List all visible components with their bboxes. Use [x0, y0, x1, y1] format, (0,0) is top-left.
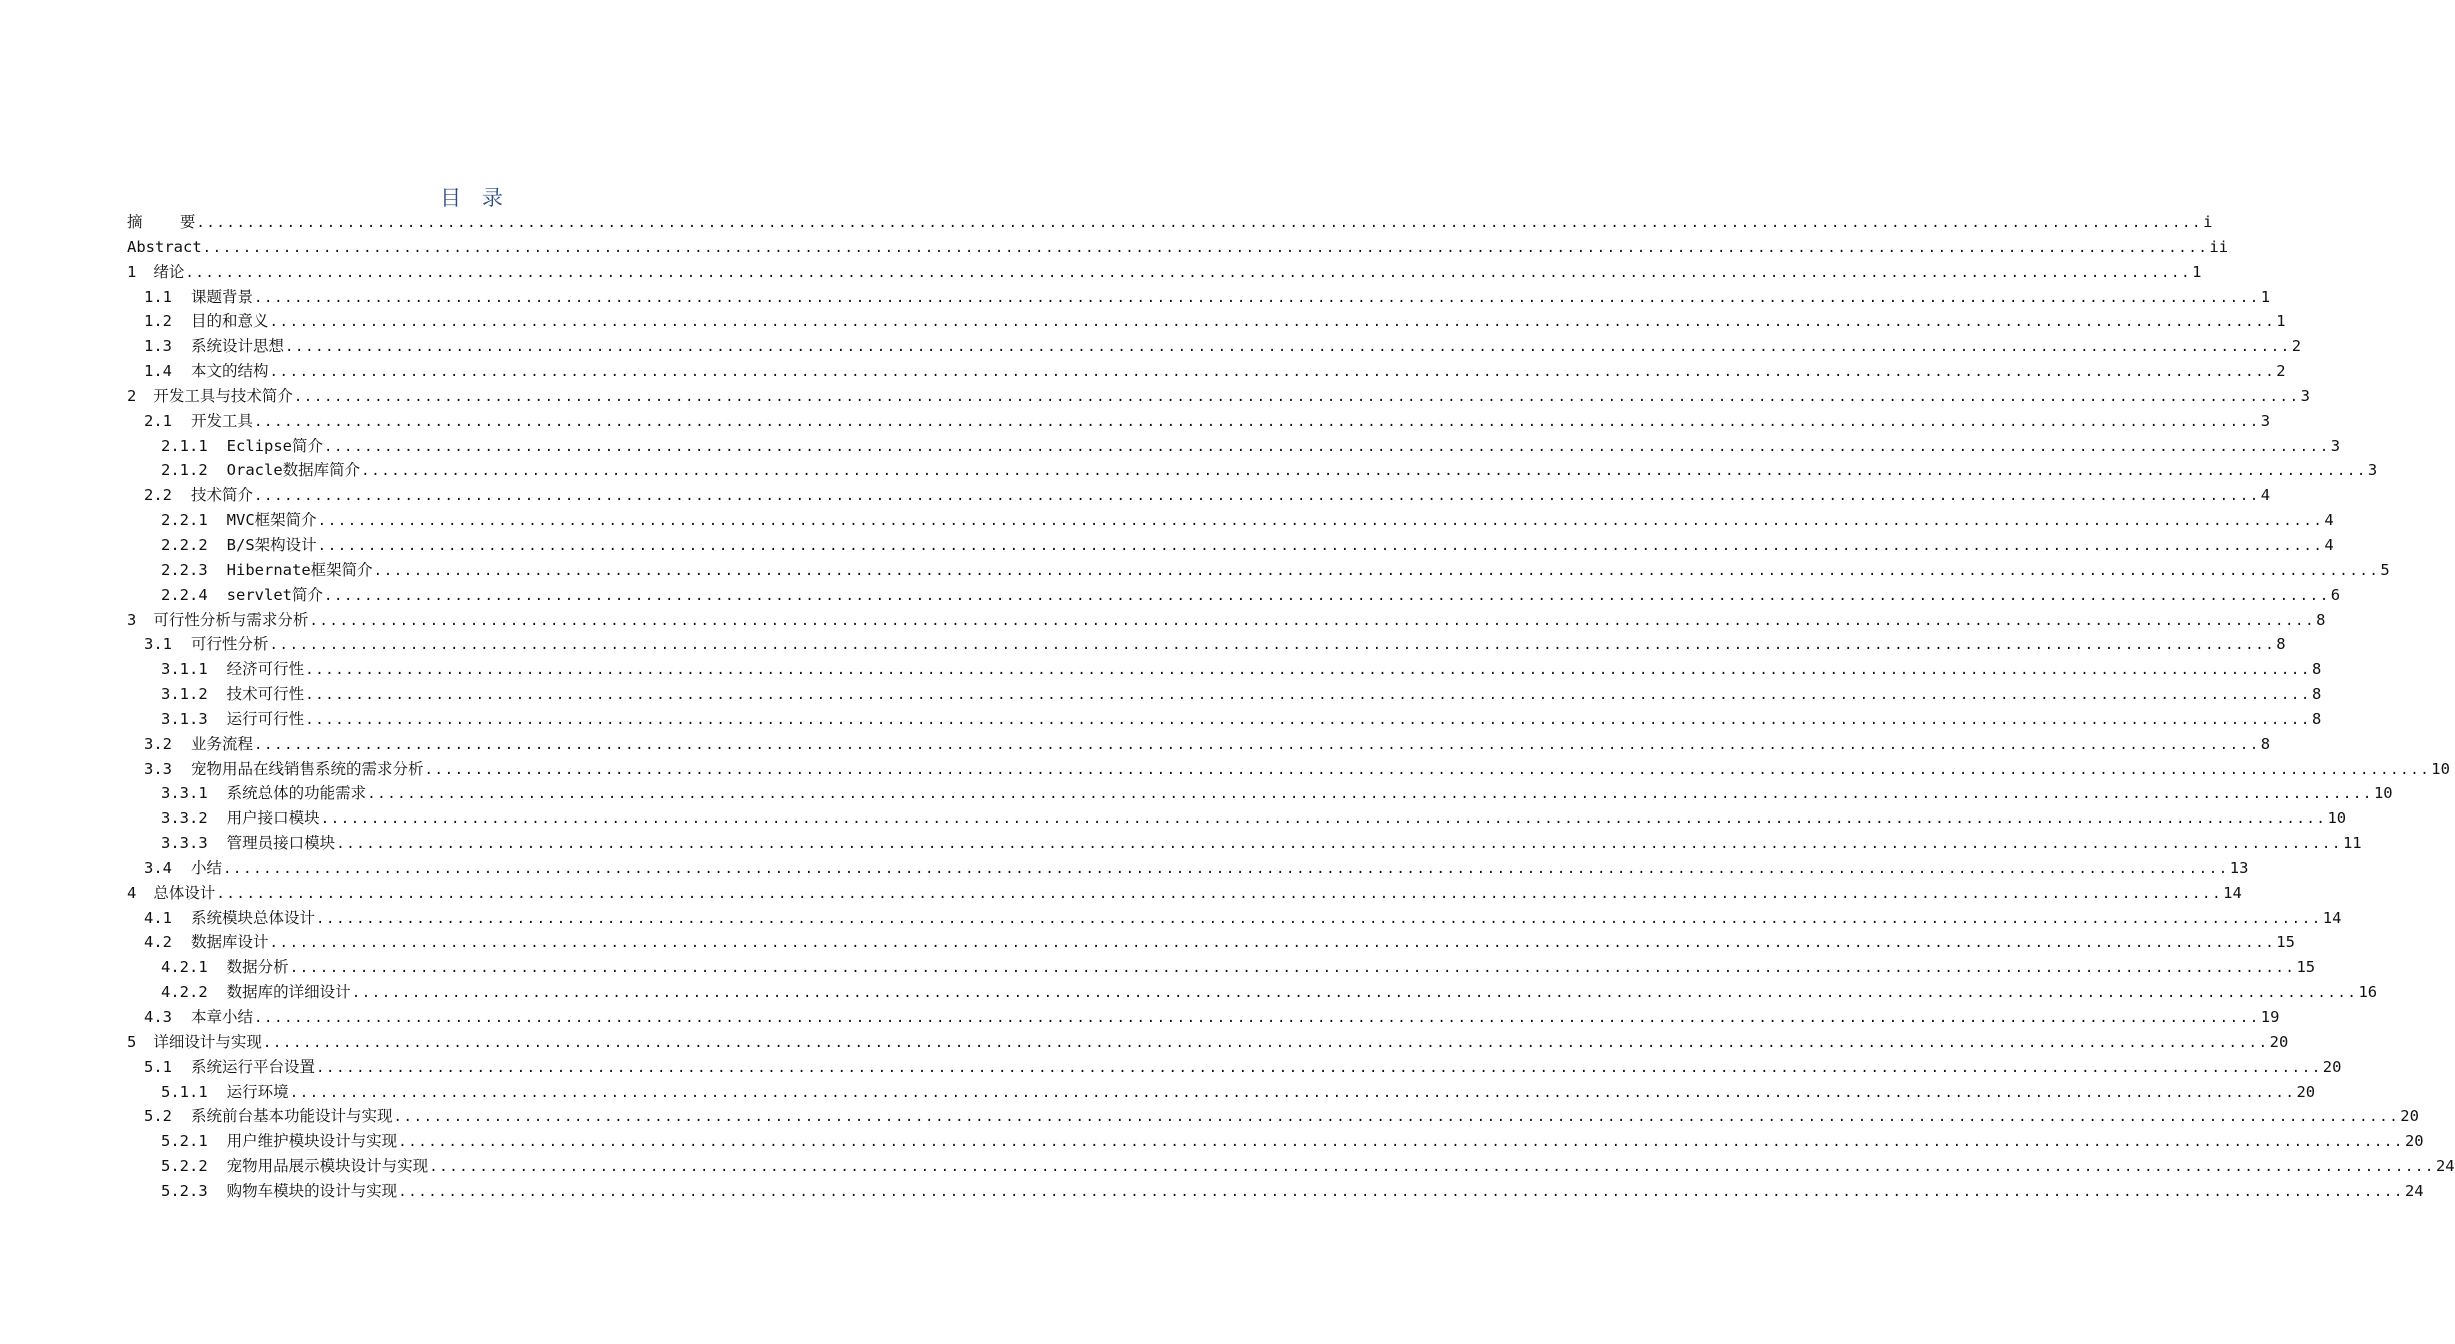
toc-entry-title: 业务流程 — [191, 734, 254, 753]
toc-entry-title: 运行可行性 — [226, 709, 305, 728]
toc-entry-title: 可行性分析与需求分析 — [153, 610, 309, 629]
toc-entry-number: 2.1.1 — [161, 436, 208, 455]
toc-entry-title: 用户接口模块 — [226, 809, 320, 828]
toc-entry-title: 系统设计思想 — [191, 337, 285, 356]
toc-page-number: 24 — [2404, 1181, 2424, 1200]
toc-page-number: 14 — [2322, 908, 2342, 927]
toc-dot-leader: ........................................................................................................................................................................................................ — [316, 1059, 2322, 1076]
toc-entry-title: 开发工具 — [191, 411, 254, 430]
toc-dot-leader: ........................................................................................................................................................................................................ — [254, 736, 2260, 753]
toc-dot-leader: ........................................................................................................................................................................................................ — [367, 786, 2373, 803]
toc-entry-number: 1.1 — [144, 287, 172, 306]
toc-entry-number: 2.2 — [144, 486, 172, 505]
toc-page-number: 3 — [2300, 386, 2310, 405]
toc-entry-title: 管理员接口模块 — [226, 834, 336, 853]
toc-dot-leader: ........................................................................................................................................................................................................ — [269, 935, 2276, 952]
toc-entry-title: 系统运行平台设置 — [191, 1057, 316, 1076]
toc-page-number: 4 — [2324, 511, 2334, 530]
toc-page-number: 4 — [2324, 535, 2334, 554]
toc-page-number: 15 — [2276, 933, 2295, 952]
toc-dot-leader: ........................................................................................................................................................................................................ — [216, 885, 2223, 902]
toc-dot-leader: ........................................................................................................................................................................................................ — [269, 314, 2276, 331]
toc-entry-number: 5.1.1 — [161, 1082, 208, 1101]
toc-entry[interactable] — [127, 210, 2213, 235]
toc-entry-title: 宠物用品在线销售系统的需求分析 — [191, 759, 424, 778]
toc-page-number: 24 — [2435, 1157, 2455, 1176]
toc-dot-leader: ........................................................................................................................................................................................................ — [305, 662, 2311, 679]
page-title: 目 录 — [440, 186, 510, 210]
toc-page-number: 8 — [2311, 709, 2322, 728]
toc-dot-leader: ........................................................................................................................................................................................................ — [289, 960, 2296, 977]
toc-entry[interactable] — [127, 632, 2286, 657]
toc-page-number: 8 — [2276, 635, 2286, 654]
toc-entry-title: 详细设计与实现 — [153, 1032, 262, 1051]
toc-entry[interactable] — [127, 1154, 2455, 1179]
toc-page-number: 14 — [2223, 883, 2242, 902]
toc-entry-title: 系统模块总体设计 — [191, 908, 316, 927]
toc-page-number: 8 — [2260, 734, 2271, 753]
toc-entry-title: 数据分析 — [226, 958, 289, 977]
toc-dot-leader: ........................................................................................................................................................................................................ — [305, 711, 2311, 728]
toc-entry-number: 3.1 — [144, 635, 172, 654]
toc-entry-title: 技术简介 — [191, 486, 254, 505]
toc-entry-title: 购物车模块的设计与实现 — [226, 1181, 398, 1200]
toc-entry[interactable] — [127, 1179, 2424, 1204]
toc-entry[interactable] — [127, 707, 2322, 732]
toc-page-number: 3 — [2367, 461, 2378, 480]
toc-page-number: 20 — [2296, 1082, 2316, 1101]
toc-entry-number: 3.3.3 — [161, 834, 208, 853]
toc-entry-title: Abstract — [127, 237, 202, 256]
toc-entry-number: 3.1.1 — [161, 660, 208, 679]
toc-page-number: 20 — [2404, 1132, 2424, 1151]
toc-dot-leader: ........................................................................................................................................................................................................ — [424, 761, 2431, 778]
toc-entry[interactable] — [127, 235, 2229, 260]
toc-entry-number: 5 — [127, 1032, 137, 1051]
toc-entry-title: 数据库设计 — [191, 933, 269, 952]
toc-dot-leader: ........................................................................................................................................................................................................ — [398, 1183, 2404, 1200]
toc-entry-number: 2.1 — [144, 411, 172, 430]
toc-entry[interactable] — [127, 806, 2347, 831]
toc-entry[interactable] — [127, 682, 2322, 707]
toc-entry-title: 目的和意义 — [191, 312, 269, 331]
toc-entry[interactable] — [127, 757, 2450, 782]
toc-dot-leader: ........................................................................................................................................................................................................ — [254, 1010, 2260, 1026]
toc-entry[interactable] — [127, 533, 2334, 558]
toc-entry[interactable] — [127, 1055, 2342, 1080]
toc-entry[interactable] — [127, 260, 2202, 285]
toc-dot-leader: ........................................................................................................................................................................................................ — [324, 587, 2330, 604]
toc-entry-title: B/S架构设计 — [226, 535, 317, 554]
toc-entry[interactable] — [127, 1080, 2316, 1105]
toc-entry-title: servlet简介 — [226, 585, 323, 604]
toc-entry[interactable] — [127, 1030, 2289, 1055]
toc-entry-number: 1 — [127, 262, 137, 281]
toc-page-number: 1 — [2192, 262, 2202, 281]
toc-dot-leader: ........................................................................................................................................................................................................ — [185, 264, 2192, 281]
toc-page-number: 3 — [2330, 436, 2341, 455]
toc-entry[interactable] — [127, 458, 2378, 483]
toc-entry-number: 4 — [127, 883, 137, 902]
toc-entry[interactable] — [127, 856, 2249, 881]
toc-entry[interactable] — [127, 980, 2378, 1005]
toc-page-number: 10 — [2327, 809, 2347, 828]
toc-entry[interactable] — [127, 1005, 2280, 1030]
toc-entry-number: 1.2 — [144, 312, 172, 331]
toc-dot-leader: ........................................................................................................................................................................................................ — [269, 364, 2276, 381]
toc-page-number: 10 — [2431, 759, 2450, 778]
toc-entry-number: 5.2.1 — [161, 1132, 208, 1151]
toc-dot-leader: ........................................................................................................................................................................................................ — [293, 388, 2300, 405]
toc-entry-number: 2.2.3 — [161, 560, 208, 579]
toc-page-number: 5 — [2380, 560, 2390, 579]
toc-entry-number: 3 — [127, 610, 137, 629]
toc-entry-title: 小结 — [191, 858, 223, 877]
toc-entry-number: 2.2.1 — [161, 511, 208, 530]
toc-dot-leader: ........................................................................................................................................................................................................ — [320, 811, 2327, 828]
toc-entry-number: 1.3 — [144, 337, 172, 356]
toc-dot-leader: ........................................................................................................................................................................................................ — [254, 289, 2260, 306]
toc-page-number: ii — [2209, 237, 2229, 256]
toc-dot-leader: ........................................................................................................................................................................................................ — [305, 687, 2311, 704]
toc-dot-leader: ........................................................................................................................................................................................................ — [254, 488, 2260, 505]
toc-dot-leader: ........................................................................................................................................................................................................ — [324, 438, 2330, 455]
toc-entry-title: Eclipse简介 — [226, 436, 323, 455]
toc-dot-leader: ........................................................................................................................................................................................................ — [317, 537, 2324, 554]
toc-entry[interactable] — [127, 608, 2326, 633]
toc-entry[interactable] — [127, 409, 2271, 434]
toc-page-number: 2 — [2276, 362, 2286, 381]
toc-dot-leader: ........................................................................................................................................................................................................ — [262, 1034, 2269, 1051]
toc-entry-title: 本文的结构 — [191, 362, 269, 381]
toc-page-number: 8 — [2311, 685, 2322, 704]
table-of-contents — [127, 210, 2455, 1204]
toc-entry[interactable] — [127, 483, 2271, 508]
toc-entry[interactable] — [127, 906, 2342, 931]
toc-entry-title: 宠物用品展示模块设计与实现 — [226, 1157, 429, 1176]
toc-entry[interactable] — [127, 1129, 2424, 1154]
toc-entry-number: 3.3.1 — [161, 784, 208, 803]
toc-entry[interactable] — [127, 583, 2341, 608]
toc-dot-leader: ........................................................................................................................................................................................................ — [223, 860, 2229, 877]
toc-dot-leader: ........................................................................................................................................................................................................ — [317, 513, 2324, 530]
toc-page-number: 13 — [2229, 858, 2249, 877]
toc-dot-leader: ........................................................................................................................................................................................................ — [202, 239, 2209, 256]
toc-page-number: 1 — [2276, 312, 2286, 331]
toc-entry-number: 2.2.4 — [161, 585, 208, 604]
toc-entry-number: 4.2.2 — [161, 983, 208, 1002]
toc-entry-title: 可行性分析 — [191, 635, 269, 654]
toc-dot-leader: ........................................................................................................................................................................................................ — [254, 413, 2260, 430]
toc-entry-number: 3.1.3 — [161, 709, 208, 728]
toc-dot-leader: ........................................................................................................................................................................................................ — [361, 463, 2367, 480]
toc-entry-title: 总体设计 — [153, 883, 216, 902]
toc-entry-number: 3.3 — [144, 759, 172, 778]
toc-entry-number: 5.2.3 — [161, 1181, 208, 1200]
toc-page-number: 2 — [2291, 337, 2302, 356]
toc-entry-number: 4.1 — [144, 908, 172, 927]
toc-page-number: 11 — [2342, 834, 2362, 853]
toc-entry-title: 系统前台基本功能设计与实现 — [191, 1107, 393, 1126]
toc-entry-number: 5.2.2 — [161, 1157, 208, 1176]
toc-entry[interactable] — [127, 657, 2322, 682]
toc-page-number: 16 — [2358, 983, 2378, 1002]
toc-entry-title: MVC框架简介 — [226, 511, 317, 530]
toc-entry[interactable] — [127, 285, 2271, 310]
toc-entry[interactable] — [127, 781, 2393, 806]
toc-page-number: 10 — [2373, 784, 2393, 803]
toc-dot-leader: ........................................................................................................................................................................................................ — [351, 985, 2358, 1002]
toc-entry[interactable] — [127, 384, 2310, 409]
toc-entry-title: 数据库的详细设计 — [226, 983, 351, 1002]
toc-page-number: 20 — [2269, 1032, 2289, 1051]
toc-entry[interactable] — [127, 434, 2341, 459]
toc-entry[interactable] — [127, 359, 2286, 384]
toc-dot-leader: ........................................................................................................................................................................................................ — [269, 637, 2276, 654]
toc-entry-number: 3.1.2 — [161, 685, 208, 704]
toc-entry[interactable] — [127, 334, 2302, 359]
toc-dot-leader: ........................................................................................................................................................................................................ — [398, 1134, 2404, 1151]
toc-page-number: 1 — [2260, 287, 2271, 306]
toc-entry-title: 系统总体的功能需求 — [226, 784, 367, 803]
toc-entry[interactable] — [127, 831, 2362, 856]
toc-dot-leader: ........................................................................................................................................................................................................ — [336, 836, 2342, 853]
toc-entry-number: 4.2 — [144, 933, 172, 952]
toc-entry-title: 绪论 — [153, 262, 185, 281]
toc-entry-number: 5.1 — [144, 1057, 172, 1076]
toc-entry-number: 5.2 — [144, 1107, 172, 1126]
toc-entry-number: 2.2.2 — [161, 535, 208, 554]
toc-entry[interactable] — [127, 309, 2286, 334]
toc-page-number: 6 — [2330, 585, 2341, 604]
toc-page-number: 3 — [2260, 411, 2271, 430]
toc-entry-title: 本章小结 — [191, 1008, 254, 1026]
toc-entry[interactable] — [127, 1104, 2419, 1129]
toc-page-number: 20 — [2322, 1057, 2342, 1076]
toc-entry[interactable] — [127, 881, 2242, 906]
toc-entry-number: 2 — [127, 386, 137, 405]
toc-entry-title: 摘 要 — [127, 213, 196, 231]
toc-entry-title: 经济可行性 — [226, 660, 305, 679]
toc-entry[interactable] — [127, 508, 2334, 533]
toc-entry-number: 2.1.2 — [161, 461, 208, 480]
toc-dot-leader: ........................................................................................................................................................................................................ — [316, 910, 2322, 927]
toc-dot-leader: ........................................................................................................................................................................................................ — [196, 215, 2203, 231]
toc-entry-number: 3.2 — [144, 734, 172, 753]
toc-page-number: i — [2203, 213, 2213, 231]
toc-entry-title: 开发工具与技术简介 — [153, 386, 293, 405]
toc-dot-leader: ........................................................................................................................................................................................................ — [309, 612, 2316, 629]
toc-entry-number: 4.2.1 — [161, 958, 208, 977]
toc-entry[interactable] — [127, 930, 2295, 955]
toc-dot-leader: ........................................................................................................................................................................................................ — [373, 562, 2380, 579]
toc-entry[interactable] — [127, 558, 2390, 583]
toc-entry-number: 4.3 — [144, 1008, 172, 1026]
toc-page-number: 20 — [2400, 1107, 2419, 1126]
toc-dot-leader: ........................................................................................................................................................................................................ — [285, 339, 2291, 356]
toc-page-number: 8 — [2311, 660, 2322, 679]
toc-page-number: 19 — [2260, 1008, 2280, 1026]
toc-entry-number: 1.4 — [144, 362, 172, 381]
toc-dot-leader: ........................................................................................................................................................................................................ — [429, 1159, 2435, 1176]
toc-entry-title: 课题背景 — [191, 287, 254, 306]
toc-page-number: 15 — [2296, 958, 2316, 977]
toc-dot-leader: ........................................................................................................................................................................................................ — [289, 1084, 2296, 1101]
toc-page-number: 8 — [2316, 610, 2326, 629]
toc-entry-title: 技术可行性 — [226, 685, 305, 704]
toc-entry-number: 3.3.2 — [161, 809, 208, 828]
toc-entry-title: 运行环境 — [226, 1082, 289, 1101]
toc-entry[interactable] — [127, 955, 2316, 980]
toc-dot-leader: ........................................................................................................................................................................................................ — [393, 1109, 2400, 1126]
toc-entry-title: Oracle数据库简介 — [226, 461, 361, 480]
toc-entry-title: 用户维护模块设计与实现 — [226, 1132, 398, 1151]
toc-entry-title: Hibernate框架简介 — [226, 560, 373, 579]
toc-page-number: 4 — [2260, 486, 2271, 505]
toc-entry-number: 3.4 — [144, 858, 172, 877]
toc-entry[interactable] — [127, 732, 2271, 757]
